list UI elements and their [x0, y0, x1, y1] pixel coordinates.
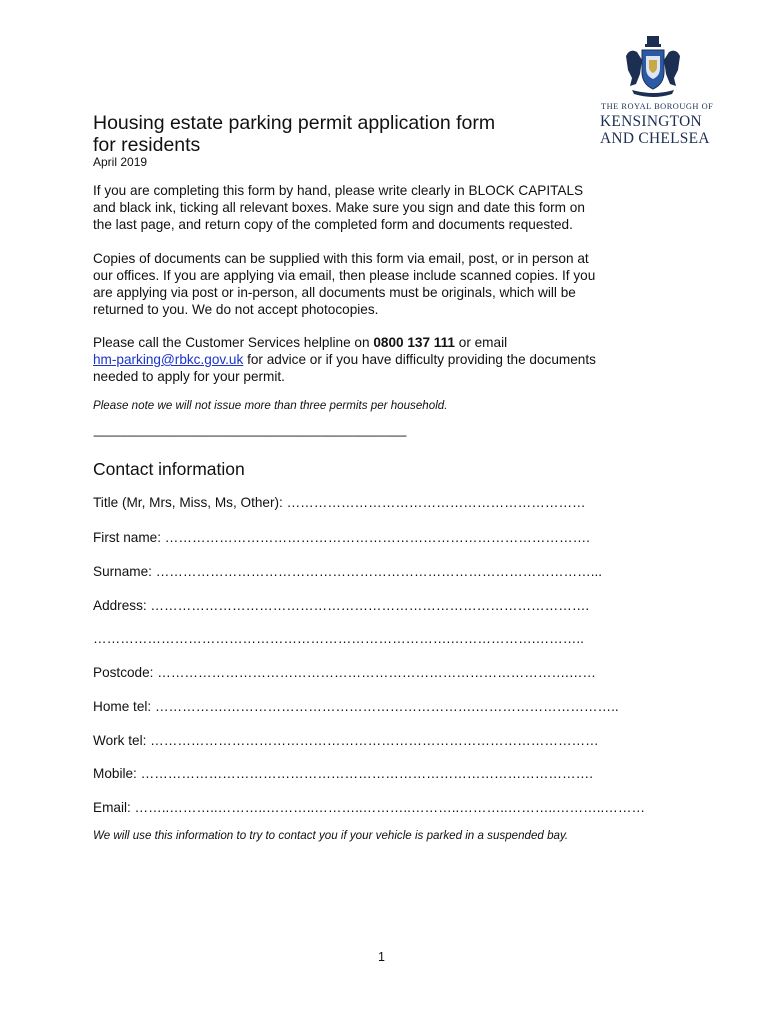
paragraph-line: are applying via post or in-person, all documents must be originals, which will be	[93, 285, 576, 300]
email-field[interactable]: Email: ……..………..………..………..………..………..………..………..………..………..………	[93, 800, 646, 815]
paragraph-line	[93, 334, 683, 351]
logo-line-1: THE ROYAL BOROUGH OF	[601, 102, 714, 111]
form-date: April 2019	[93, 155, 148, 169]
paragraph-line: returned to you. We do not accept photocopies.	[93, 302, 379, 317]
postcode-field[interactable]: Postcode: ……………………………………………………………………………….……	[93, 665, 597, 680]
paragraph-line: needed to apply for your permit.	[93, 369, 285, 384]
mobile-field[interactable]: Mobile: ……………………………………………………………………………………….	[93, 766, 593, 781]
home-tel-field[interactable]: Home tel: …………….……………………………………………….…………………………..	[93, 699, 619, 714]
paragraph-line: our offices. If you are applying via email, then please include scanned copies. If you	[93, 268, 596, 283]
page-number: 1	[378, 950, 385, 964]
crest-icon	[622, 34, 684, 98]
helpline-mid: or email	[454, 335, 508, 350]
helpline-phone: 0800 137 111	[373, 335, 455, 350]
title-field[interactable]: Title (Mr, Mrs, Miss, Ms, Other): …………………………………………………………	[93, 495, 586, 510]
permit-limit-note: Please note we will not issue more than three permits per household.	[93, 399, 448, 412]
paragraph-line: Copies of documents can be supplied with this form via email, post, or in person at	[93, 251, 589, 266]
paragraph-line	[93, 351, 683, 368]
helpline-rest: for advice or if you have difficulty providing the documents	[243, 352, 596, 367]
section-heading: Contact information	[93, 459, 245, 479]
logo-line-2: KENSINGTON	[600, 113, 702, 130]
surname-field[interactable]: Surname: ……………………………………………………………………………………...	[93, 564, 603, 579]
paragraph-line: and black ink, ticking all relevant boxes. Make sure you sign and date this form on	[93, 200, 585, 215]
logo-line-3: AND CHELSEA	[600, 130, 710, 147]
section-divider: -------------------------------------------------------------------------------------------------------------------------------	[93, 430, 406, 442]
documents-paragraph	[93, 250, 683, 318]
paragraph-line: If you are completing this form by hand, please write clearly in BLOCK CAPITALS	[93, 183, 584, 198]
address-field[interactable]: Address: …………………………………………………………………………………….	[93, 598, 590, 613]
page-title-line-1: Housing estate parking permit application form	[93, 112, 496, 134]
address-line-2-field[interactable]: …………………………………………………………………….……………….………..	[93, 631, 584, 646]
contact-footnote: We will use this information to try to contact you if your vehicle is parked in a suspended bay.	[93, 829, 569, 842]
first-name-field[interactable]: First name: ………………………………………………………………………………….	[93, 530, 590, 545]
paragraph-line: the last page, and return copy of the completed form and documents requested.	[93, 217, 573, 232]
email-link[interactable]: hm-parking@rbkc.gov.uk	[93, 352, 244, 367]
instructions-paragraph	[93, 182, 683, 233]
helpline-prefix: Please call the Customer Services helpline on	[93, 335, 374, 350]
helpline-paragraph	[93, 334, 683, 385]
work-tel-field[interactable]: Work tel: ………………………………………………………………………………………	[93, 733, 599, 748]
page-title-line-2: for residents	[93, 134, 201, 156]
